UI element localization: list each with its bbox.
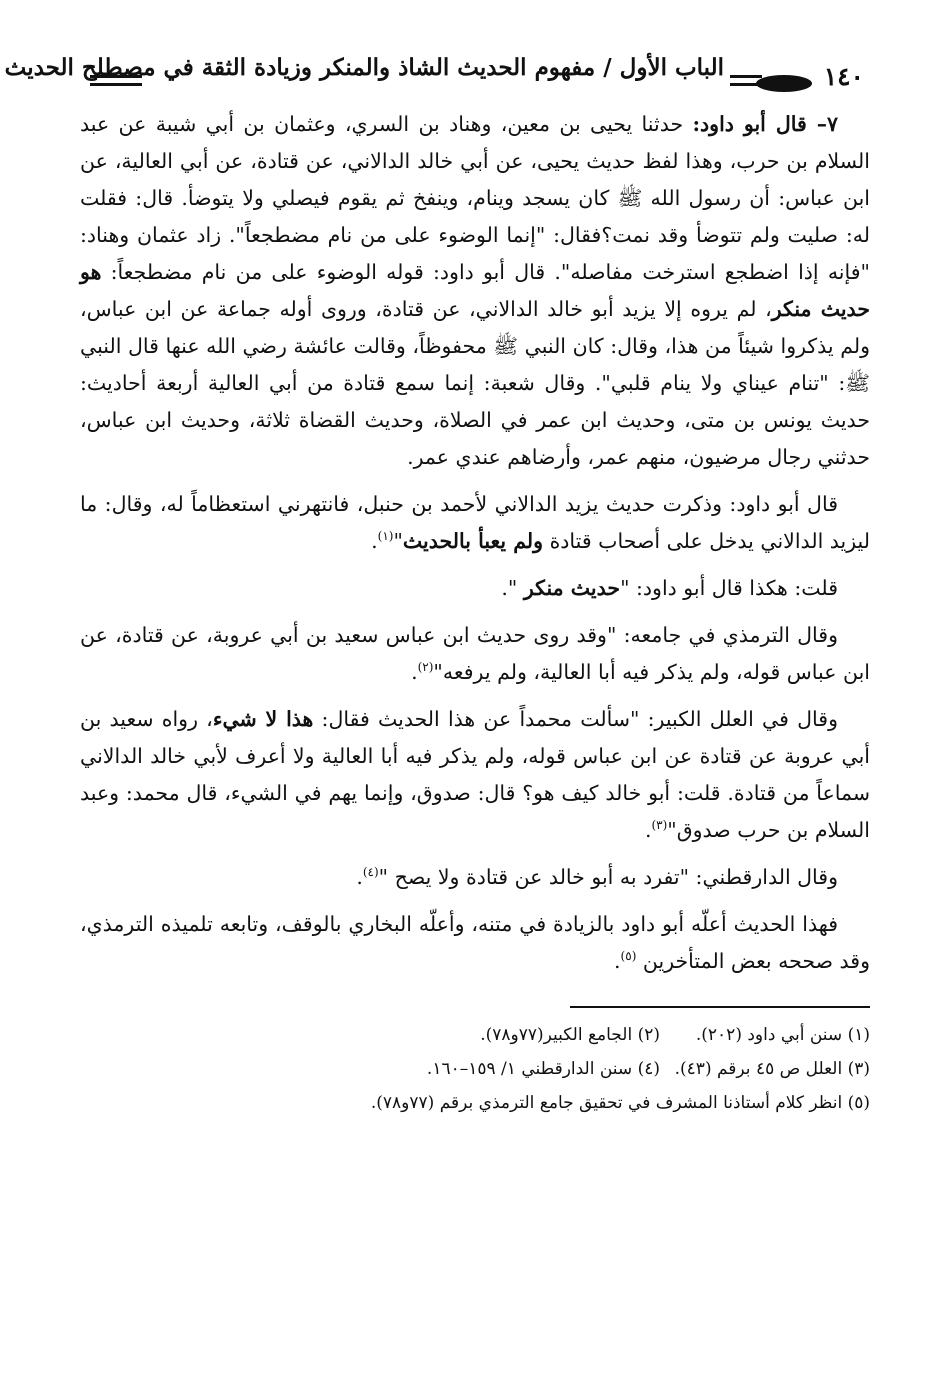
footnotes (80, 1018, 870, 1120)
footnote-row (80, 1052, 870, 1086)
text-span: حدثنا يحيى بن معين، وهناد بن السري، وعثمان بن أبي شيبة عن عبد السلام بن حرب، وهذا لفظ حديث يحيى، عن أبي خالد الدالاني، عن قتادة، عن أبي العالية، عن ابن عباس: أن رسول الله ﷺ كان يسجد وينام، وينفخ ثم يقوم فيصلي ولا يتوضأ. قال: فقلت له: صليت ولم تتوضأ وقد نمت؟فقال: "إنما الوضوء على من نام مضطجعاً". زاد عثمان وهناد: "فإنه إذا اضطجع استرخت مفاصله". قال أبو داود: قوله الوضوء على من نام مضطجعاً: (80, 112, 870, 284)
footnote-ref-5[interactable]: (٥) (620, 949, 637, 964)
text-span: ، رواه سعيد بن أبي عروبة عن قتادة عن ابن عباس قوله، ولم يذكر فيه أبا العالية ولا أعرف لأبي خالد الدالاني سماعاً من قتادة. قلت: أبو خالد كيف هو؟ قال: صدوق، وإنما يهم في الشيء، قال محمد: وعبد السلام بن حرب صدوق" (80, 707, 870, 842)
bold-phrase: هذا لا شيء (212, 707, 314, 731)
text-span: وقال الترمذي في جامعه: "وقد روى حديث ابن عباس سعيد بن أبي عروبة، عن قتادة، عن ابن عباس قوله، ولم يذكر فيه أبا العالية، ولم يرفعه" (80, 623, 870, 684)
text-span: . (371, 529, 378, 553)
paragraph-note (80, 570, 870, 607)
footnote-4: (٤) سنن الدارقطني ١/ ١٥٩–١٦٠. (426, 1059, 660, 1079)
chapter-title: الباب الأول / مفهوم الحديث الشاذ والمنكر وزيادة الثقة في مصطلح الحديث (4, 54, 724, 81)
text-span: ، لم يروه إلا يزيد أبو خالد الدالاني، عن قتادة، وروى أوله جماعة عن ابن عباس، ولم يذكروا شيئاً من هذا، وقال: كان النبي ﷺ محفوظاً، وقالت عائشة رضي الله عنها قال النبي ﷺ: "تنام عيناي ولا ينام قلبي". وقال شعبة: إنما سمع قتادة من أبي العالية أربعة أحاديث: حديث يونس بن متى، وحديث ابن عمر في الصلاة، وحديث القضاة ثلاثة، وحديث ابن عباس، حدثني رجال مرضيون، منهم عمر، وأرضاهم عندي عمر. (80, 297, 870, 469)
footnote-ref-4[interactable]: (٤) (362, 865, 379, 880)
paragraph-daraqutni (80, 859, 870, 896)
bold-phrase: ولم يعبأ بالحديث (402, 529, 544, 553)
paragraph-abu-dawud (80, 486, 870, 560)
running-header (4, 44, 870, 106)
bold-ruling: هو حديث منكر (80, 260, 870, 321)
footnote-3: (٣) العلل ص ٤٥ برقم (٤٣). (674, 1059, 870, 1079)
text-span: فهذا الحديث أعلّه أبو داود بالزيادة في متنه، وأعلّه البخاري بالوقف، وتابعه تلميذه الترمذي، وقد صححه بعض المتأخرين (80, 912, 870, 973)
paragraph-tirmidhi (80, 617, 870, 691)
page-number: ١٤٠ (823, 62, 864, 91)
header-double-rule-left (90, 75, 142, 86)
paragraph-hadith-7 (80, 106, 870, 476)
bold-phrase: حديث منكر (523, 576, 621, 600)
footnote-ref-2[interactable]: (٢) (417, 660, 434, 675)
footnote-ref-3[interactable]: (٣) (651, 818, 668, 833)
text-span: . (644, 818, 652, 842)
footnote-ref-1[interactable]: (١) (377, 529, 394, 544)
footnote-5: (٥) انظر كلام أستاذنا المشرف في تحقيق جامع الترمذي برقم (٧٧و٧٨). (370, 1093, 870, 1113)
text-span: ". (501, 576, 524, 600)
header-double-rule-right (730, 75, 762, 86)
text-span: . (356, 865, 363, 889)
footnote-1: (١) سنن أبي داود (٢٠٢). (695, 1025, 870, 1045)
text-span: وقال في العلل الكبير: "سألت محمداً عن هذا الحديث فقال: (313, 707, 838, 731)
text-span: . (411, 660, 418, 684)
footnote-2: (٢) الجامع الكبير(٧٧و٧٨). (480, 1025, 660, 1045)
header-ornament (756, 75, 812, 92)
footnote-divider (570, 1006, 870, 1008)
footnote-row (80, 1018, 870, 1052)
text-span: وقال الدارقطني: "تفرد به أبو خالد عن قتادة ولا يصح " (378, 865, 838, 889)
text-span: . (614, 949, 621, 973)
paragraph-ilal (80, 701, 870, 849)
main-text (80, 106, 870, 980)
book-page (4, 44, 870, 1120)
text-span: قلت: هكذا قال أبو داود: " (620, 576, 838, 600)
footnote-row (80, 1086, 870, 1120)
text-span: قال أبو داود: وذكرت حديث يزيد الدالاني لأحمد بن حنبل، فانتهرني استعظاماً له، وقال: ما ليزيد الدالاني يدخل على أصحاب قتادة (80, 492, 870, 553)
paragraph-conclusion (80, 906, 870, 980)
text-span: " (393, 529, 403, 553)
hadith-number-lead: ٧– قال أبو داود: (692, 112, 839, 136)
